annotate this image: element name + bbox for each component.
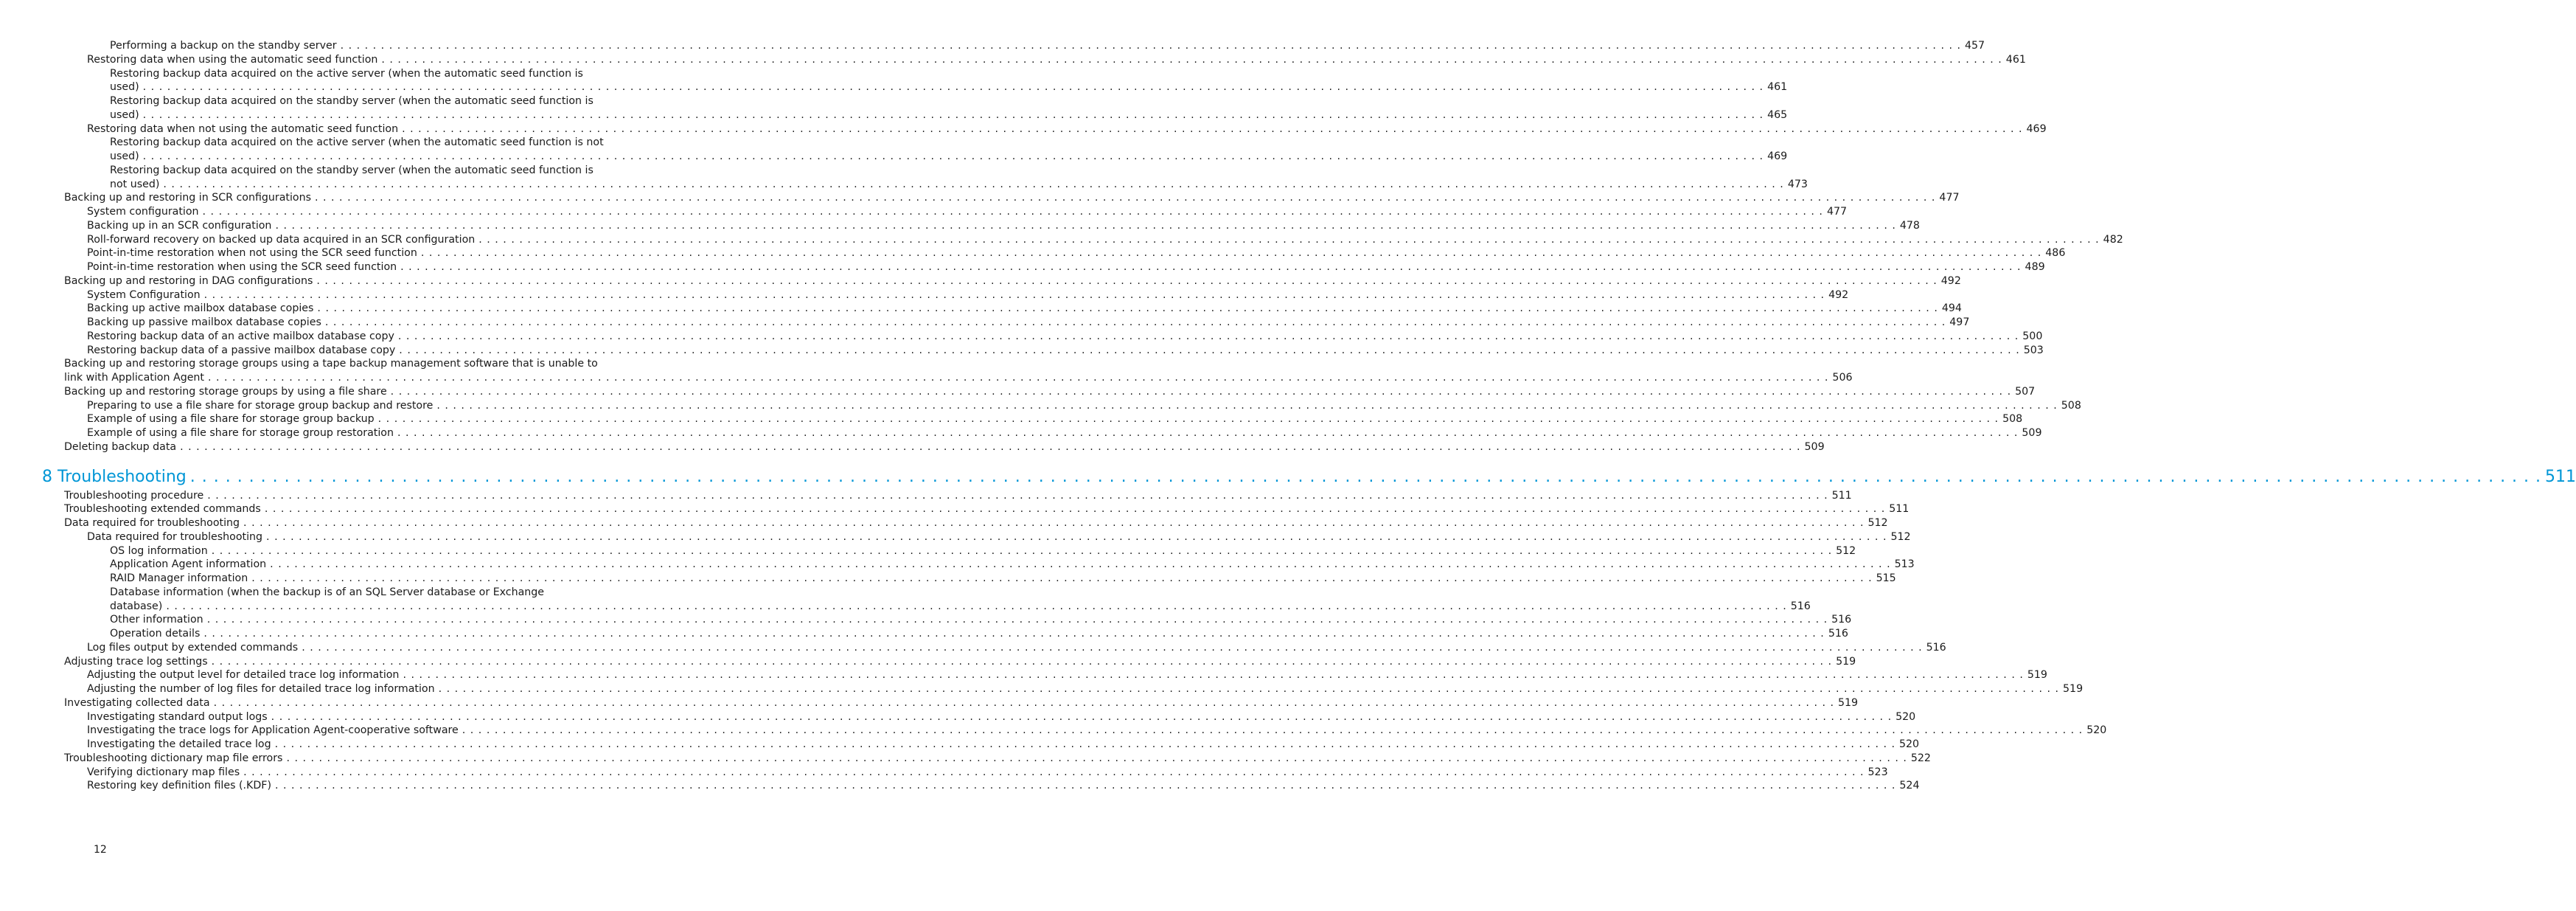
dot-leader: . . . . . . . . . . . . . . . . . . . . . . . . . . . . . . . . . . . . . . . . . . . . . . . . . . . . . . . . . . . . . . . . . . . . . . . . . . . . . . . . . . . . . . . . . . . . . . . . . . . . . . . . . . . . . . . . . . . . . . . . . . . . . . . . . . . . . . . . . . . . . . . . . . . . . . . . . . . . . . . . . . . . . . . . . . . . . . . . . . . . . . . . . . . . . . . . . . . . . . . . [420, 247, 2042, 260]
toc-entry-title: Troubleshooting dictionary map file errors [64, 752, 283, 764]
toc-entry[interactable] [64, 440, 1825, 454]
toc-entry-title: link with Application Agent [64, 372, 204, 384]
toc-entry[interactable] [87, 302, 1962, 316]
dot-leader: . . . . . . . . . . . . . . . . . . . . . . . . . . . . . . . . . . . . . . . . . . . . . . . . . . . . . . . . . . . . . . . . . . . . . . . . . . . . . . . . . . . . . . . . . . . . . . . . . . . . . . . . . . . . . . . . . . . . . . . . . . . . . . . . . . . . . . . . . . . . . . . . . . . . . . . . . . . . . . . . . . . . . . . . . . . . . . . . . . . . . . . . . . . . . . . . . . . . . . . . [316, 274, 1938, 287]
toc-entry-title: Restoring key definition files (.KDF) [87, 780, 271, 792]
toc-entry[interactable] [110, 67, 1788, 95]
dot-leader: . . . . . . . . . . . . . . . . . . . . . . . . . . . . . . . . . . . . . . . . . . . . . . . . . . . . . . . . . . . . . . . . . . . . . . . . . . . . . . . . . . . . . . . . . . . . . . . . . . . . . . . . . . . . . . . . . . . . . . . . . . . . . . . . . . . . . . . . . . . . . . . . . . . . . . . . . . . . . . . . . . . . . . . . . . . . . . . . . . . . . . . . . . . . . . . . . . . . . . . . [275, 219, 1896, 232]
dot-leader: . . . . . . . . . . . . . . . . . . . . . . . . . . . . . . . . . . . . . . . . . . . . . . . . . . . . . . . . . . . . . . . . . . . . . . . . . . . . . . . . . . . . . . . . . . . . . . . . . . . . . . . . . . . . . . . . . . . . . . . . . . . . . . . . . . . . . . . . . . . . . . . . . . . . . . . . . . . . . . . . . . . . . . . . . . . . . . . . . . . . . . . . . . . . . . . . . . . . . . . . [166, 600, 1787, 612]
toc-entry-title: Log files output by extended commands [87, 641, 299, 654]
toc-entry-title: used) [110, 108, 139, 121]
toc-entry-page: 512 [1836, 544, 1856, 557]
toc-entry-title: Application Agent information [110, 558, 267, 571]
dot-leader: . . . . . . . . . . . . . . . . . . . . . . . . . . . . . . . . . . . . . . . . . . . . . . . . . . . . . . . . . . . . . . . . . . . . . . . . . . . . . . . . . . . . . . . . . . . . . . . . . . . . . . . . . . . . . . . . . . . . . . . . . . . . . . . . . . . . . . . . . . . . . . . . . . . . . . . . . . . . . . . . . . . . . . . . . . . . . . . . . . . . . . . . . . . . . . . . . . . . . . . . [315, 192, 1936, 204]
dot-leader: . . . . . . . . . . . . . . . . . . . . . . . . . . . . . . . . . . . . . . . . . . . . . . . . . . . . . . . . . . . . . . . . . . . . . . . . . . . . . . . . . . . . . . . . . . . . . . . . . . . . . . . . . . . . . . . . . . . . . . . . . . . . . . . . . . . . . . . . . . . . . . . . . . . . . . . . . . . . . . . . . . . . . . . . . . . . . . . . . . . . . . . . . . . . . . . . . . . . . . . . [317, 302, 1938, 315]
dot-leader: . . . . . . . . . . . . . . . . . . . . . . . . . . . . . . . . . . . . . . . . . . . . . . . . . . . . . . . . . . . . . . . . . . . . . . . . . . . . . . . . . . . . . . . . . . . . . . . . . . . . . . . . . . . . . . . . . . . . . . . . . . . . . . . . . . . . . . . . . . . . . . . . . . . . . . . . . . . . . . . . . . . . . . . . . . . . . . . . . . . . . . . . . . . . . . . . . . . . . . . . [399, 344, 2020, 356]
toc-entry-title: Restoring backup data of an active mailbox database copy [87, 330, 394, 342]
toc-entry-title: Example of using a file share for storage group restoration [87, 427, 394, 439]
toc-entry-page: 523 [1867, 766, 1888, 778]
toc-entry[interactable] [87, 399, 2081, 413]
toc-entry-page: 512 [1867, 517, 1888, 529]
toc-entry-title: Restoring data when using the automatic seed function [87, 53, 378, 66]
toc-entry[interactable] [87, 330, 2043, 344]
toc-entry-title-line: Restoring backup data acquired on the standby server (when the automatic seed function is [110, 164, 593, 176]
toc-entry-page: 494 [1941, 302, 1962, 315]
toc-entry-title: Backing up active mailbox database copies [87, 302, 314, 315]
dot-leader: . . . . . . . . . . . . . . . . . . . . . . . . . . . . . . . . . . . . . . . . . . . . . . . . . . . . . . . . . . . . . . . . . . . . . . . . . . . . . . . . . . . . . . . . . . . . . . . . . . . . . . . . . . . . . . . . . . . . . . . . . . . . . . . . . . . . . . . . . . . . . . . . . . . . . . . . . . . . . . . . . . . . . . . . . . . . . . . . . . . . . . . . . . . . . . . . . . . . . . . . [390, 385, 2012, 398]
dot-leader: . . . . . . . . . . . . . . . . . . . . . . . . . . . . . . . . . . . . . . . . . . . . . . . . . . . . . . . . . . . . . . . . . . . . . . . . . . . . . . . . . . . . . . . . . . . . . . . . . . . . . . . . . . . . . . . . . . . . . . . . . . . . . . . . . . . . . . . . . . . . . . . . . . . . . . . . . . . . . . . . . . . . . . . . . . . . . . . . . . . . . . . . . . . . . . . . . . . . . . . . [180, 440, 1801, 453]
dot-leader: . . . . . . . . . . . . . . . . . . . . . . . . . . . . . . . . . . . . . . . . . . . . . . . . . . . . . . . . . . . . . . . . . . . . . . . . . . . . . . . . . . . . . . . . . . . . . . . . . . . . . . . . . . . . . . . . . . . . . . . . . . . . . . . . . . . . . . . . . . . . . . . . . . . . . . . . . . . . . . . . . . . . . . . . . . . . . . . . . . . . . . . . . . . . . . . . . . . . . . . . [163, 178, 1784, 190]
toc-entry-page: 461 [1767, 81, 1788, 94]
toc-entry[interactable] [110, 164, 1808, 192]
dot-leader: . . . . . . . . . . . . . . . . . . . . . . . . . . . . . . . . . . . . . . . . . . . . . . . . . . . . . . . . . . . . . . . . . . . . . . . . . . . . . . . . . . . . . . . . . . . . . . . . . . . . . . . . . . . . . . . . . . . . . . . . . . . . . . . . . . . . . . . . . . . . . . . . . . . . . . . . . . . . . . . . . . . . . . . . . . . . . . . . . . . . . . . . . . . . . . . . . . . . . . . . [203, 628, 1825, 640]
chapter-heading[interactable] [42, 467, 2576, 488]
toc-entry-title: Data required for troubleshooting [64, 517, 240, 529]
toc-entry[interactable] [87, 412, 2023, 426]
toc-entry-page: 524 [1899, 780, 1920, 792]
toc-entry[interactable] [64, 696, 1859, 710]
toc-entry-page: 508 [2002, 413, 2023, 426]
toc-entry-title: used) [110, 81, 139, 94]
toc-entry-title: Adjusting the output level for detailed trace log information [87, 669, 400, 682]
toc-entry[interactable] [87, 219, 1920, 233]
toc-entry-page: 522 [1910, 752, 1931, 764]
toc-entry-page: 503 [2023, 344, 2044, 356]
toc-entry-page: 508 [2061, 399, 2081, 412]
dot-leader: . . . . . . . . . . . . . . . . . . . . . . . . . . . . . . . . . . . . . . . . . . . . . . . . . . . . . . . . . . . . . . . . . . . . . . . . . . . . . . . . . . . . . . . . . . . . . . . . . . . . . . . . . . . . . . . . . . . . . . . . . . . . . . . . . . . . . . . . . . . . . . . . . . . . . . . . . . . . . . . . . . . . . . . . . . . . . . . . . . . . . . . . . . . . . . . . . . . . . . . . [243, 517, 1865, 529]
toc-entry[interactable] [87, 641, 1946, 655]
toc-entry-title: Example of using a file share for storage group backup [87, 413, 375, 426]
toc-entry[interactable] [87, 779, 1920, 793]
toc-entry-page: 497 [1949, 316, 1970, 328]
dot-leader: . . . . . . . . . . . . . . . . . . . . . . . . . . . . . . . . . . . . . . . . . . . . . . . . . . . . . . . . . . . . . . . . . . . . . . . . . . . . . . . . . . . . . . . . . . . . . . . . . . . . . . . . . . . . . . . . . . . . . . . . . . . . . . . . . . . . . . . . . . . . . . . . . . . . . . . . . . . . . . . . . . . . . . . . . . . . . . . . . . . . . . . . . . . . . . . . . . . . . . . . [202, 206, 1823, 218]
toc-entry-page: 519 [2027, 669, 2047, 682]
toc-entry-page: 520 [1899, 738, 1920, 750]
toc-entry-title: Adjusting the number of log files for detailed trace log information [87, 683, 435, 695]
toc-entry-page: 519 [1838, 696, 1859, 709]
toc-entry[interactable] [64, 502, 1910, 516]
dot-leader: . . . . . . . . . . . . . . . . . . . . . . . . . . . . . . . . . . . . . . . . . . . . . . . . . . . . . . . . . . . . . . . . . . . . . . . . . . . . . . . . . . . . . . . . . . . . . . . . . . . . . . . . . . . . . . . . . . . . . . . . . . . . . . . . . . . . . . . . . . . . . . . . . . . . . . . . . . . . . . . . . . . . . . . . . . . . . . . . . . . . . . . . . . . . . . . . . . . . . . . . [266, 530, 1887, 543]
toc-entry[interactable] [64, 489, 1852, 503]
toc-entry[interactable] [110, 627, 1848, 641]
dot-leader: . . . . . . . . . . . . . . . . . . . . . . . . . . . . . . . . . . . . . . . . . . . . . . . . . . . . . . . . . . . . . . . . . . . . . . . . . . . . . . . . . . . . . . . . . . . . . . . . . . . . . . . . . . . . . . . . . . . . . . . . . . . . . . . . . . . . . . . . . . . . . . . . . . . . . . . . . . . . . . . . . . . . . . . . . . . . . . . . . . . . . . . . . . . . . . . . . . . . . . . . [274, 738, 1896, 750]
toc-entry-title: Point-in-time restoration when not using the SCR seed function [87, 247, 417, 260]
toc-entry-page: 520 [1896, 710, 1916, 723]
dot-leader: . . . . . . . . . . . . . . . . . . . . . . . . . . . . . . . . . . . . . . . . . . . . . . . . . . . . . . . . . . . . . . . . . . . . . . . . . . . . . . . . . . . . . . . . . . . . . . . . . . . . . . . . . . . . . . . . . . . . . . . . . . . . . . . . . . . . . . . . . . . . . . . . . . . . . . . . . . . . . . . . . . . . . . . . . . . . . . . . . . . . . . . . . . . . . . . . . . . . . . . . [264, 503, 1886, 516]
toc-entry-page: 478 [1899, 219, 1920, 232]
dot-leader: . . . . . . . . . . . . . . . . . . . . . . . . . . . . . . . . . . . . . . . . . . . . . . . . . . . . . . . . . . . . . . . . . . . . . . . . . . . . . . . . . . . . . . . . . . . . . . . . . . . . . . . . . . . . . . . . . . . . . . . . . . . . . . . . . . . . . . . . . . . . . . . . . . . . . . . . . . . . . . . . . . . . . . . . . . . . . . . . . . . . . . . . . . . . . . . . . . . . . . . . [274, 780, 1896, 792]
dot-leader: . . . . . . . . . . . . . . . . . . . . . . . . . . . . . . . . . . . . . . . . . . . . . . . . . . . . . . . . . . . . . . . . . . . . . . . . . . . . . . . . . . . . . . . . . . . . . . . . . . . . . . . . . . . . . . . . . . . . . . . . . . . . . . . . . . . . . . . . . . . . . . . . . . . . . . . . . . . . . . . . . . . . . . . . . . . . . . . . . . . . . . . . . . . . . . . . . . . . . . . . [142, 108, 1764, 121]
dot-leader: . . . . . . . . . . . . . . . . . . . . . . . . . . . . . . . . . . . . . . . . . . . . . . . . . . . . . . . . . . . . . . . . . . . . . . . . . . . . . . . . . . . . . . . . . . . . . . . . . . . . . . . . . . . . . . . . . . . . . . . . . . . . . . . . . . . . . . . . . . . . . . . . . . . . . . . . . . . . . . . . . . . . . . . . . . . . . . . . . . . . . . . . . . . . . . . . . . . . . . . . [403, 669, 2024, 682]
dot-leader: . . . . . . . . . . . . . . . . . . . . . . . . . . . . . . . . . . . . . . . . . . . . . . . . . . . . . . . . . . . . . . . . . . . . . . . . . . . . . . . . . . . . . . . . . . . . . . . . . . . . . . . . . . . . . . . . . . . . . . . . . . . . . . . . . . . . . . . . . . . . . . . . . . . . . . . . . . . . . . . . . . . . . . . . . . . . . . . . . . . . . . . . . . . . . . . . . . . . . . . . [189, 467, 2542, 486]
toc-entry[interactable] [87, 426, 2042, 440]
toc-entry[interactable] [110, 558, 1915, 572]
toc-entry[interactable] [64, 655, 1856, 669]
toc-entry[interactable] [87, 122, 2047, 136]
dot-leader: . . . . . . . . . . . . . . . . . . . . . . . . . . . . . . . . . . . . . . . . . . . . . . . . . . . . . . . . . . . . . . . . . . . . . . . . . . . . . . . . . . . . . . . . . . . . . . . . . . . . . . . . . . . . . . . . . . . . . . . . . . . . . . . . . . . . . . . . . . . . . . . . . . . . . . . . . . . . . . . . . . . . . . . . . . . . . . . . . . . . . . . . . . . . . . . . . . . . . . . . [397, 330, 2019, 342]
toc-entry[interactable] [87, 344, 2044, 358]
toc-entry-title: Restoring data when not using the automatic seed function [87, 122, 399, 135]
toc-entry-page: 513 [1894, 558, 1915, 571]
toc-entry-title: Data required for troubleshooting [87, 530, 263, 543]
dot-leader: . . . . . . . . . . . . . . . . . . . . . . . . . . . . . . . . . . . . . . . . . . . . . . . . . . . . . . . . . . . . . . . . . . . . . . . . . . . . . . . . . . . . . . . . . . . . . . . . . . . . . . . . . . . . . . . . . . . . . . . . . . . . . . . . . . . . . . . . . . . . . . . . . . . . . . . . . . . . . . . . . . . . . . . . . . . . . . . . . . . . . . . . . . . . . . . . . . . . . . . . [377, 413, 1999, 426]
toc-entry-title: Adjusting trace log settings [64, 655, 208, 668]
toc-entry-page: 511 [1889, 503, 1910, 516]
toc-entry[interactable] [110, 613, 1852, 627]
dot-leader: . . . . . . . . . . . . . . . . . . . . . . . . . . . . . . . . . . . . . . . . . . . . . . . . . . . . . . . . . . . . . . . . . . . . . . . . . . . . . . . . . . . . . . . . . . . . . . . . . . . . . . . . . . . . . . . . . . . . . . . . . . . . . . . . . . . . . . . . . . . . . . . . . . . . . . . . . . . . . . . . . . . . . . . . . . . . . . . . . . . . . . . . . . . . . . . . . . . . . . . . [270, 558, 1891, 571]
toc-entry[interactable] [87, 288, 1849, 302]
toc-entry-page: 506 [1832, 372, 1853, 384]
toc-entry-title: System Configuration [87, 288, 201, 301]
dot-leader: . . . . . . . . . . . . . . . . . . . . . . . . . . . . . . . . . . . . . . . . . . . . . . . . . . . . . . . . . . . . . . . . . . . . . . . . . . . . . . . . . . . . . . . . . . . . . . . . . . . . . . . . . . . . . . . . . . . . . . . . . . . . . . . . . . . . . . . . . . . . . . . . . . . . . . . . . . . . . . . . . . . . . . . . . . . . . . . . . . . . . . . . . . . . . . . . . . . . . . . . [381, 53, 2002, 66]
toc-entry-page: 519 [2063, 683, 2084, 695]
toc-entry-page: 457 [1965, 40, 1985, 52]
dot-leader: . . . . . . . . . . . . . . . . . . . . . . . . . . . . . . . . . . . . . . . . . . . . . . . . . . . . . . . . . . . . . . . . . . . . . . . . . . . . . . . . . . . . . . . . . . . . . . . . . . . . . . . . . . . . . . . . . . . . . . . . . . . . . . . . . . . . . . . . . . . . . . . . . . . . . . . . . . . . . . . . . . . . . . . . . . . . . . . . . . . . . . . . . . . . . . . . . . . . . . . . [211, 544, 1833, 557]
toc-entry-title: Troubleshooting procedure [64, 489, 204, 502]
dot-leader: . . . . . . . . . . . . . . . . . . . . . . . . . . . . . . . . . . . . . . . . . . . . . . . . . . . . . . . . . . . . . . . . . . . . . . . . . . . . . . . . . . . . . . . . . . . . . . . . . . . . . . . . . . . . . . . . . . . . . . . . . . . . . . . . . . . . . . . . . . . . . . . . . . . . . . . . . . . . . . . . . . . . . . . . . . . . . . . . . . . . . . . . . . . . . . . . . . . . . . . . [402, 122, 2023, 135]
toc-entry-page: 465 [1767, 108, 1788, 121]
toc-entry[interactable] [87, 205, 1848, 219]
toc-entry-title: System configuration [87, 206, 199, 218]
dot-leader: . . . . . . . . . . . . . . . . . . . . . . . . . . . . . . . . . . . . . . . . . . . . . . . . . . . . . . . . . . . . . . . . . . . . . . . . . . . . . . . . . . . . . . . . . . . . . . . . . . . . . . . . . . . . . . . . . . . . . . . . . . . . . . . . . . . . . . . . . . . . . . . . . . . . . . . . . . . . . . . . . . . . . . . . . . . . . . . . . . . . . . . . . . . . . . . . . . . . . . . . [208, 372, 1829, 384]
toc-entry-page: 461 [2005, 53, 2026, 66]
toc-entry-title: used) [110, 150, 139, 162]
toc-entry-title: Backing up passive mailbox database copies [87, 316, 321, 328]
dot-leader: . . . . . . . . . . . . . . . . . . . . . . . . . . . . . . . . . . . . . . . . . . . . . . . . . . . . . . . . . . . . . . . . . . . . . . . . . . . . . . . . . . . . . . . . . . . . . . . . . . . . . . . . . . . . . . . . . . . . . . . . . . . . . . . . . . . . . . . . . . . . . . . . . . . . . . . . . . . . . . . . . . . . . . . . . . . . . . . . . . . . . . . . . . . . . . . . . . . . . . . . [203, 288, 1825, 301]
dot-leader: . . . . . . . . . . . . . . . . . . . . . . . . . . . . . . . . . . . . . . . . . . . . . . . . . . . . . . . . . . . . . . . . . . . . . . . . . . . . . . . . . . . . . . . . . . . . . . . . . . . . . . . . . . . . . . . . . . . . . . . . . . . . . . . . . . . . . . . . . . . . . . . . . . . . . . . . . . . . . . . . . . . . . . . . . . . . . . . . . . . . . . . . . . . . . . . . . . . . . . . . [462, 724, 2084, 737]
toc-entry[interactable] [87, 724, 2107, 738]
dot-leader: . . . . . . . . . . . . . . . . . . . . . . . . . . . . . . . . . . . . . . . . . . . . . . . . . . . . . . . . . . . . . . . . . . . . . . . . . . . . . . . . . . . . . . . . . . . . . . . . . . . . . . . . . . . . . . . . . . . . . . . . . . . . . . . . . . . . . . . . . . . . . . . . . . . . . . . . . . . . . . . . . . . . . . . . . . . . . . . . . . . . . . . . . . . . . . . . . . . . . . . . [251, 572, 1873, 584]
toc-entry-page: 519 [1836, 655, 1856, 668]
toc-entry-title: 8 Troubleshooting [42, 467, 187, 486]
toc-entry[interactable] [87, 233, 2123, 247]
toc-entry[interactable] [64, 274, 1961, 288]
toc-entry-title: OS log information [110, 544, 208, 557]
toc-entry-page: 515 [1876, 572, 1896, 584]
toc-entry-page: 473 [1787, 178, 1808, 190]
toc-entry-page: 469 [2026, 122, 2047, 135]
toc-entry-page: 516 [1790, 600, 1811, 612]
toc-entry[interactable] [87, 316, 1970, 330]
toc-entry-title: Other information [110, 614, 203, 626]
page-number: 12 [94, 844, 107, 856]
toc-entry-page: 520 [2086, 724, 2107, 737]
toc-entry-page: 492 [1828, 288, 1849, 301]
toc-entry[interactable] [110, 136, 1788, 164]
toc-entry[interactable] [110, 572, 1896, 586]
toc-entry[interactable] [64, 191, 1960, 205]
dot-leader: . . . . . . . . . . . . . . . . . . . . . . . . . . . . . . . . . . . . . . . . . . . . . . . . . . . . . . . . . . . . . . . . . . . . . . . . . . . . . . . . . . . . . . . . . . . . . . . . . . . . . . . . . . . . . . . . . . . . . . . . . . . . . . . . . . . . . . . . . . . . . . . . . . . . . . . . . . . . . . . . . . . . . . . . . . . . . . . . . . . . . . . . . . . . . . . . . . . . . . . . [206, 614, 1828, 626]
toc-entry[interactable] [87, 53, 2026, 67]
toc-entry-title-line: Restoring backup data acquired on the active server (when the automatic seed function is [110, 67, 583, 80]
toc-entry-page: 492 [1940, 274, 1961, 287]
toc-entry[interactable] [87, 738, 1920, 752]
toc-entry-title-line: Restoring backup data acquired on the standby server (when the automatic seed function is [110, 95, 593, 107]
dot-leader: . . . . . . . . . . . . . . . . . . . . . . . . . . . . . . . . . . . . . . . . . . . . . . . . . . . . . . . . . . . . . . . . . . . . . . . . . . . . . . . . . . . . . . . . . . . . . . . . . . . . . . . . . . . . . . . . . . . . . . . . . . . . . . . . . . . . . . . . . . . . . . . . . . . . . . . . . . . . . . . . . . . . . . . . . . . . . . . . . . . . . . . . . . . . . . . . . . . . . . . . [271, 710, 1893, 723]
toc-entry-title: Backing up and restoring in SCR configurations [64, 192, 311, 204]
dot-leader: . . . . . . . . . . . . . . . . . . . . . . . . . . . . . . . . . . . . . . . . . . . . . . . . . . . . . . . . . . . . . . . . . . . . . . . . . . . . . . . . . . . . . . . . . . . . . . . . . . . . . . . . . . . . . . . . . . . . . . . . . . . . . . . . . . . . . . . . . . . . . . . . . . . . . . . . . . . . . . . . . . . . . . . . . . . . . . . . . . . . . . . . . . . . . . . . . . . . . . . . [142, 81, 1764, 94]
toc-entry-title-line: Database information (when the backup is of an SQL Server database or Exchange [110, 586, 545, 598]
toc-entry-page: 486 [2045, 247, 2066, 260]
toc-entry-title: RAID Manager information [110, 572, 248, 584]
toc-entry[interactable] [87, 260, 2045, 274]
toc-entry-title: Roll-forward recovery on backed up data acquired in an SCR configuration [87, 233, 476, 246]
toc-entry-page: 516 [1926, 641, 1946, 654]
dot-leader: . . . . . . . . . . . . . . . . . . . . . . . . . . . . . . . . . . . . . . . . . . . . . . . . . . . . . . . . . . . . . . . . . . . . . . . . . . . . . . . . . . . . . . . . . . . . . . . . . . . . . . . . . . . . . . . . . . . . . . . . . . . . . . . . . . . . . . . . . . . . . . . . . . . . . . . . . . . . . . . . . . . . . . . . . . . . . . . . . . . . . . . . . . . . . . . . . . . . . . . . [340, 40, 1961, 52]
toc-entry-page: 511 [2545, 467, 2576, 486]
toc-entry-title: Investigating the trace logs for Application Agent-cooperative software [87, 724, 459, 737]
toc-entry[interactable] [110, 39, 1985, 53]
toc-entry-title: not used) [110, 178, 160, 190]
toc-entry-title: Troubleshooting extended commands [64, 503, 261, 516]
toc-entry[interactable] [64, 357, 1853, 385]
dot-leader: . . . . . . . . . . . . . . . . . . . . . . . . . . . . . . . . . . . . . . . . . . . . . . . . . . . . . . . . . . . . . . . . . . . . . . . . . . . . . . . . . . . . . . . . . . . . . . . . . . . . . . . . . . . . . . . . . . . . . . . . . . . . . . . . . . . . . . . . . . . . . . . . . . . . . . . . . . . . . . . . . . . . . . . . . . . . . . . . . . . . . . . . . . . . . . . . . . . . . . . . [207, 489, 1828, 502]
toc-entry[interactable] [110, 586, 1811, 614]
toc-entry-title: Point-in-time restoration when using the SCR seed function [87, 261, 397, 273]
toc-entry[interactable] [110, 544, 1856, 558]
toc-entry[interactable] [64, 752, 1931, 766]
dot-leader: . . . . . . . . . . . . . . . . . . . . . . . . . . . . . . . . . . . . . . . . . . . . . . . . . . . . . . . . . . . . . . . . . . . . . . . . . . . . . . . . . . . . . . . . . . . . . . . . . . . . . . . . . . . . . . . . . . . . . . . . . . . . . . . . . . . . . . . . . . . . . . . . . . . . . . . . . . . . . . . . . . . . . . . . . . . . . . . . . . . . . . . . . . . . . . . . . . . . . . . . [397, 427, 2019, 439]
dot-leader: . . . . . . . . . . . . . . . . . . . . . . . . . . . . . . . . . . . . . . . . . . . . . . . . . . . . . . . . . . . . . . . . . . . . . . . . . . . . . . . . . . . . . . . . . . . . . . . . . . . . . . . . . . . . . . . . . . . . . . . . . . . . . . . . . . . . . . . . . . . . . . . . . . . . . . . . . . . . . . . . . . . . . . . . . . . . . . . . . . . . . . . . . . . . . . . . . . . . . . . . [324, 316, 1946, 328]
toc-entry-page: 500 [2022, 330, 2043, 342]
toc-entry-title: Restoring backup data of a passive mailbox database copy [87, 344, 396, 356]
table-of-contents [0, 39, 2576, 793]
toc-entry-page: 509 [1804, 440, 1825, 453]
toc-entry-page: 512 [1890, 530, 1911, 543]
dot-leader: . . . . . . . . . . . . . . . . . . . . . . . . . . . . . . . . . . . . . . . . . . . . . . . . . . . . . . . . . . . . . . . . . . . . . . . . . . . . . . . . . . . . . . . . . . . . . . . . . . . . . . . . . . . . . . . . . . . . . . . . . . . . . . . . . . . . . . . . . . . . . . . . . . . . . . . . . . . . . . . . . . . . . . . . . . . . . . . . . . . . . . . . . . . . . . . . . . . . . . . . [302, 641, 1923, 654]
toc-entry[interactable] [87, 682, 2084, 696]
toc-entry[interactable] [87, 668, 2047, 682]
dot-leader: . . . . . . . . . . . . . . . . . . . . . . . . . . . . . . . . . . . . . . . . . . . . . . . . . . . . . . . . . . . . . . . . . . . . . . . . . . . . . . . . . . . . . . . . . . . . . . . . . . . . . . . . . . . . . . . . . . . . . . . . . . . . . . . . . . . . . . . . . . . . . . . . . . . . . . . . . . . . . . . . . . . . . . . . . . . . . . . . . . . . . . . . . . . . . . . . . . . . . . . . [436, 399, 2058, 412]
toc-entry-title: Backing up and restoring in DAG configurations [64, 274, 313, 287]
toc-entry[interactable] [64, 385, 2036, 399]
toc-entry-title: Backing up and restoring storage groups by using a file share [64, 385, 387, 398]
toc-entry-page: 489 [2025, 261, 2045, 273]
toc-entry[interactable] [87, 530, 1911, 544]
toc-entry-page: 516 [1831, 614, 1852, 626]
dot-leader: . . . . . . . . . . . . . . . . . . . . . . . . . . . . . . . . . . . . . . . . . . . . . . . . . . . . . . . . . . . . . . . . . . . . . . . . . . . . . . . . . . . . . . . . . . . . . . . . . . . . . . . . . . . . . . . . . . . . . . . . . . . . . . . . . . . . . . . . . . . . . . . . . . . . . . . . . . . . . . . . . . . . . . . . . . . . . . . . . . . . . . . . . . . . . . . . . . . . . . . . [286, 752, 1907, 764]
toc-entry-title-line: Restoring backup data acquired on the active server (when the automatic seed function is not [110, 136, 604, 149]
toc-entry[interactable] [87, 710, 1916, 724]
toc-entry-title: Investigating the detailed trace log [87, 738, 271, 750]
toc-entry-title: Performing a backup on the standby server [110, 40, 337, 52]
toc-entry-title: Investigating collected data [64, 696, 210, 709]
dot-leader: . . . . . . . . . . . . . . . . . . . . . . . . . . . . . . . . . . . . . . . . . . . . . . . . . . . . . . . . . . . . . . . . . . . . . . . . . . . . . . . . . . . . . . . . . . . . . . . . . . . . . . . . . . . . . . . . . . . . . . . . . . . . . . . . . . . . . . . . . . . . . . . . . . . . . . . . . . . . . . . . . . . . . . . . . . . . . . . . . . . . . . . . . . . . . . . . . . . . . . . . [213, 696, 1834, 709]
toc-entry-page: 509 [2022, 427, 2042, 439]
toc-entry-title: Verifying dictionary map files [87, 766, 240, 778]
toc-entry-page: 507 [2015, 385, 2036, 398]
dot-leader: . . . . . . . . . . . . . . . . . . . . . . . . . . . . . . . . . . . . . . . . . . . . . . . . . . . . . . . . . . . . . . . . . . . . . . . . . . . . . . . . . . . . . . . . . . . . . . . . . . . . . . . . . . . . . . . . . . . . . . . . . . . . . . . . . . . . . . . . . . . . . . . . . . . . . . . . . . . . . . . . . . . . . . . . . . . . . . . . . . . . . . . . . . . . . . . . . . . . . . . . [243, 766, 1865, 778]
toc-entry-title: Preparing to use a file share for storage group backup and restore [87, 399, 434, 412]
toc-entry[interactable] [110, 94, 1788, 122]
toc-entry-title: Investigating standard output logs [87, 710, 268, 723]
toc-entry-page: 482 [2103, 233, 2123, 246]
toc-entry-page: 477 [1826, 206, 1848, 218]
toc-entry-page: 469 [1767, 150, 1788, 162]
toc-entry-page: 511 [1831, 489, 1852, 502]
toc-entry-title: Operation details [110, 628, 201, 640]
toc-entry-title: Backing up in an SCR configuration [87, 219, 272, 232]
toc-entry[interactable] [87, 766, 1888, 780]
toc-entry-page: 516 [1828, 628, 1848, 640]
dot-leader: . . . . . . . . . . . . . . . . . . . . . . . . . . . . . . . . . . . . . . . . . . . . . . . . . . . . . . . . . . . . . . . . . . . . . . . . . . . . . . . . . . . . . . . . . . . . . . . . . . . . . . . . . . . . . . . . . . . . . . . . . . . . . . . . . . . . . . . . . . . . . . . . . . . . . . . . . . . . . . . . . . . . . . . . . . . . . . . . . . . . . . . . . . . . . . . . . . . . . . . . [211, 655, 1833, 668]
toc-entry-title: database) [110, 600, 163, 612]
dot-leader: . . . . . . . . . . . . . . . . . . . . . . . . . . . . . . . . . . . . . . . . . . . . . . . . . . . . . . . . . . . . . . . . . . . . . . . . . . . . . . . . . . . . . . . . . . . . . . . . . . . . . . . . . . . . . . . . . . . . . . . . . . . . . . . . . . . . . . . . . . . . . . . . . . . . . . . . . . . . . . . . . . . . . . . . . . . . . . . . . . . . . . . . . . . . . . . . . . . . . . . . [400, 261, 2022, 273]
dot-leader: . . . . . . . . . . . . . . . . . . . . . . . . . . . . . . . . . . . . . . . . . . . . . . . . . . . . . . . . . . . . . . . . . . . . . . . . . . . . . . . . . . . . . . . . . . . . . . . . . . . . . . . . . . . . . . . . . . . . . . . . . . . . . . . . . . . . . . . . . . . . . . . . . . . . . . . . . . . . . . . . . . . . . . . . . . . . . . . . . . . . . . . . . . . . . . . . . . . . . . . . [438, 683, 2060, 695]
toc-entry-title-line: Backing up and restoring storage groups using a tape backup management software that is unable to [64, 358, 598, 370]
toc-entry-title: Deleting backup data [64, 440, 177, 453]
dot-leader: . . . . . . . . . . . . . . . . . . . . . . . . . . . . . . . . . . . . . . . . . . . . . . . . . . . . . . . . . . . . . . . . . . . . . . . . . . . . . . . . . . . . . . . . . . . . . . . . . . . . . . . . . . . . . . . . . . . . . . . . . . . . . . . . . . . . . . . . . . . . . . . . . . . . . . . . . . . . . . . . . . . . . . . . . . . . . . . . . . . . . . . . . . . . . . . . . . . . . . . . [142, 150, 1764, 162]
dot-leader: . . . . . . . . . . . . . . . . . . . . . . . . . . . . . . . . . . . . . . . . . . . . . . . . . . . . . . . . . . . . . . . . . . . . . . . . . . . . . . . . . . . . . . . . . . . . . . . . . . . . . . . . . . . . . . . . . . . . . . . . . . . . . . . . . . . . . . . . . . . . . . . . . . . . . . . . . . . . . . . . . . . . . . . . . . . . . . . . . . . . . . . . . . . . . . . . . . . . . . . . [478, 233, 2100, 246]
toc-entry[interactable] [87, 246, 2066, 260]
toc-entry-page: 477 [1939, 192, 1960, 204]
toc-entry[interactable] [64, 516, 1888, 530]
